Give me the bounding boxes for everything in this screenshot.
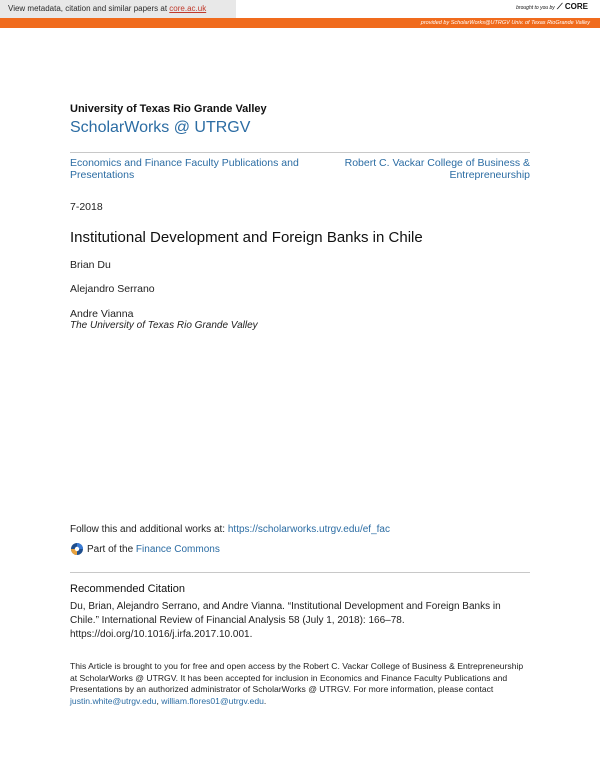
follow-link[interactable]: https://scholarworks.utrgv.edu/ef_fac [227, 524, 390, 535]
follow-works [70, 524, 390, 535]
access-notice [70, 661, 530, 707]
metadata-text: View metadata, citation and similar papers at [8, 4, 170, 13]
core-link[interactable]: core.ac.uk [169, 4, 207, 13]
contact-email-2[interactable]: william.flores01@utrgv.edu [161, 695, 264, 706]
repository-name[interactable]: ScholarWorks @ UTRGV [70, 119, 251, 136]
core-logo-icon: ⟋ [557, 2, 563, 11]
collection-link-left[interactable]: Economics and Finance Faculty Publications and Presentations [70, 157, 299, 181]
university-name: University of Texas Rio Grande Valley [70, 103, 267, 115]
author-name: Brian Du [70, 259, 111, 271]
network-commons-icon [70, 542, 84, 556]
author-affiliation: The University of Texas Rio Grande Valley [70, 320, 258, 331]
notice-text: This Article is brought to you for free and open access by the Robert C. Vackar College of Business & Entrepreneurship at ScholarWorks @ UTRGV. It has been accepted for inclusion in Economics and Finance Faculty Publications and Presentations by an authorized administrator of ScholarWorks @ UTRGV. For more information, please contact [70, 661, 524, 694]
brought-to-you-label: brought to you by [516, 5, 555, 11]
follow-text: Follow this and additional works at: [70, 524, 228, 535]
notice-end: . [263, 695, 267, 706]
article-title: Institutional Development and Foreign Banks in Chile [70, 229, 423, 246]
core-metadata-bar [0, 0, 236, 18]
author-name: Andre Vianna [70, 308, 134, 320]
citation-heading: Recommended Citation [70, 583, 185, 595]
part-of-row [70, 542, 220, 556]
author-name: Alejandro Serrano [70, 283, 155, 295]
provided-by-bar [0, 18, 600, 28]
collection-link-right[interactable]: Robert C. Vackar College of Business & Entrepreneurship [344, 157, 530, 181]
contact-email-1[interactable]: justin.white@utrgv.edu [70, 695, 157, 706]
core-logo-text: CORE [564, 2, 588, 11]
core-logo[interactable] [516, 2, 588, 12]
notice-sep: , [156, 695, 162, 706]
citation-body: Du, Brian, Alejandro Serrano, and Andre Vianna. “Institutional Development and Foreign Banks in Chile.” International Review of Financial Analysis 58 (July 1, 2018): 166–78. https://doi.org/10.1016/j.irfa.2017.10.001. [70, 601, 501, 640]
divider [70, 152, 530, 153]
part-of-text: Part of the [87, 543, 136, 555]
provided-by-text: provided by ScholarWorks@UTRGV Univ. of Texas RioGrande Valley [420, 20, 590, 26]
divider [70, 572, 530, 573]
publication-date: 7-2018 [70, 201, 103, 213]
finance-commons-link[interactable]: Finance Commons [135, 543, 220, 555]
